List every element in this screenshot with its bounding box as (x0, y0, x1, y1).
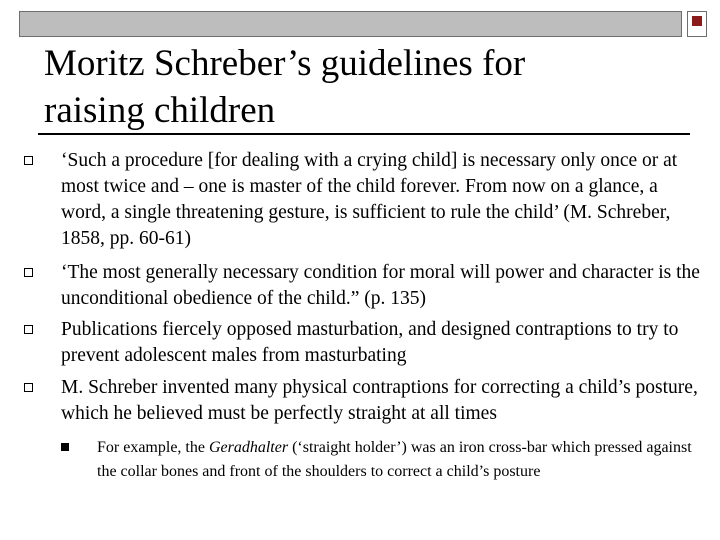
hollow-square-bullet-icon (24, 325, 33, 334)
title-line-2: raising children (44, 90, 276, 131)
sub-bullet-prefix: For example, the (97, 439, 209, 456)
header-bar (19, 11, 682, 37)
sub-bullet-suffix: (‘straight holder’) was an iron cross-bar which pressed against the collar bones and front of the shoulders to correct a child’s posture (97, 439, 692, 480)
slide-title (44, 40, 684, 134)
title-divider (38, 133, 690, 135)
bullet-text: ‘The most generally necessary condition for moral will power and character is the unconditional obedience of the child.” (p. 135) (61, 262, 700, 309)
title-line-1: Moritz Schreber’s guidelines for (44, 43, 526, 84)
bullet-text: ‘Such a procedure [for dealing with a crying child] is necessary only once or at most twice and – one is master of the child forever. From now on a glance, a word, a single threatening gesture, is sufficient to rule the child’ (M. Schreber, 1858, pp. 60-61) (61, 150, 678, 249)
bullet-text: M. Schreber invented many physical contraptions for correcting a child’s posture, which he believed must be perfectly straight at all times (61, 377, 698, 424)
corner-decoration (687, 11, 707, 37)
hollow-square-bullet-icon (24, 383, 33, 392)
sub-bullet-text (97, 436, 707, 484)
bullet-text: Publications fiercely opposed masturbation, and designed contraptions to try to prevent adolescent males from masturbating (61, 319, 679, 366)
corner-square-icon (692, 16, 702, 26)
hollow-square-bullet-icon (24, 268, 33, 277)
hollow-square-bullet-icon (24, 156, 33, 165)
filled-square-bullet-icon (61, 443, 69, 451)
geradhalter-term: Geradhalter (208, 439, 289, 456)
